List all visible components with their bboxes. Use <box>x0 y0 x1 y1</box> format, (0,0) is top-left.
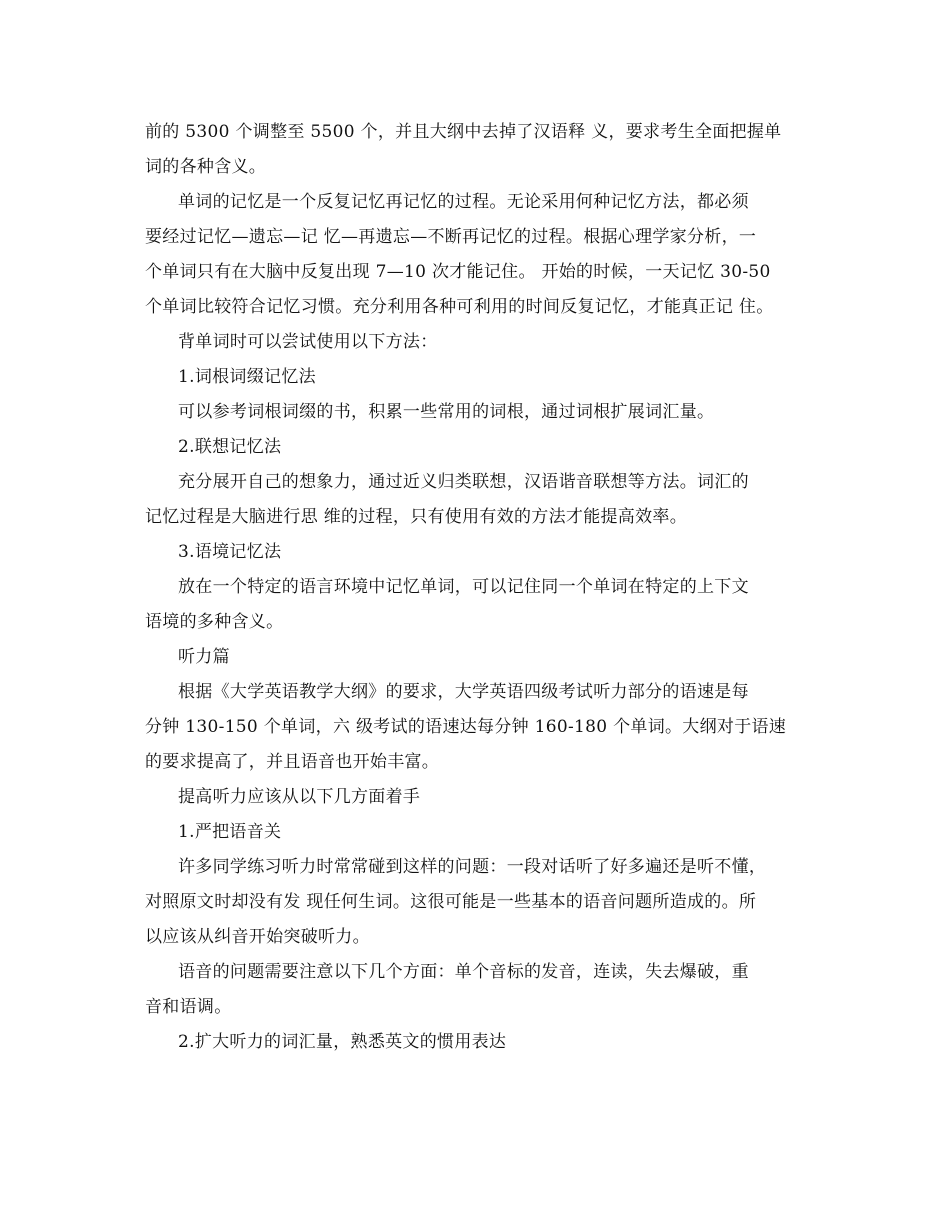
text-line: 音和语调。 <box>145 997 232 1017</box>
paragraph-first-line: 单词的记忆是一个反复记忆再记忆的过程。无论采用何种记忆方法，都必须 <box>178 192 749 212</box>
text-line: 个单词比较符合记忆习惯。充分利用各种可利用的时间反复记忆，才能真正记 住。 <box>145 297 774 317</box>
text-line: 前的 5300 个调整至 5500 个，并且大纲中去掉了汉语释 义，要求考生全面把握单 <box>145 122 782 142</box>
text-line: 个单词只有在大脑中反复出现 7—10 次才能记住。 开始的时候，一天记忆 30-50 <box>145 262 771 282</box>
method-heading: 1.词根词缀记忆法 <box>178 367 316 387</box>
paragraph-first-line: 根据《大学英语教学大纲》的要求，大学英语四级考试听力部分的语速是每 <box>178 682 749 702</box>
paragraph-first-line: 背单词时可以尝试使用以下方法： <box>178 332 438 352</box>
paragraph-first-line: 充分展开自己的想象力，通过近义归类联想，汉语谐音联想等方法。词汇的 <box>178 472 749 492</box>
paragraph-first-line: 提高听力应该从以下几方面着手 <box>178 787 421 807</box>
paragraph-first-line: 许多同学练习听力时常常碰到这样的问题：一段对话听了好多遍还是听不懂， <box>178 857 767 877</box>
paragraph-first-line: 放在一个特定的语言环境中记忆单词，可以记住同一个单词在特定的上下文 <box>178 577 749 597</box>
text-line: 分钟 130-150 个单词，六 级考试的语速达每分钟 160-180 个单词。大纲对于语速 <box>145 717 787 737</box>
text-line: 以应该从纠音开始突破听力。 <box>145 927 370 947</box>
method-heading: 2.联想记忆法 <box>178 437 282 457</box>
text-line: 语境的多种含义。 <box>145 612 284 632</box>
section-heading: 听力篇 <box>178 647 230 667</box>
text-line: 记忆过程是大脑进行思 维的过程，只有使用有效的方法才能提高效率。 <box>145 507 688 527</box>
text-line: 对照原文时却没有发 现任何生词。这很可能是一些基本的语音问题所造成的。所 <box>145 892 757 912</box>
text-line: 要经过记忆—遗忘—记 忆—再遗忘—不断再记忆的过程。根据心理学家分析，一 <box>145 227 757 247</box>
text-line: 的要求提高了，并且语音也开始丰富。 <box>145 752 440 772</box>
text-line: 词的各种含义。 <box>145 157 267 177</box>
paragraph-first-line: 语音的问题需要注意以下几个方面：单个音标的发音，连读，失去爆破，重 <box>178 962 749 982</box>
method-heading: 2.扩大听力的词汇量，熟悉英文的惯用表达 <box>178 1032 507 1052</box>
method-heading: 1.严把语音关 <box>178 822 282 842</box>
paragraph-first-line: 可以参考词根词缀的书，积累一些常用的词根，通过词根扩展词汇量。 <box>178 402 715 422</box>
method-heading: 3.语境记忆法 <box>178 542 282 562</box>
